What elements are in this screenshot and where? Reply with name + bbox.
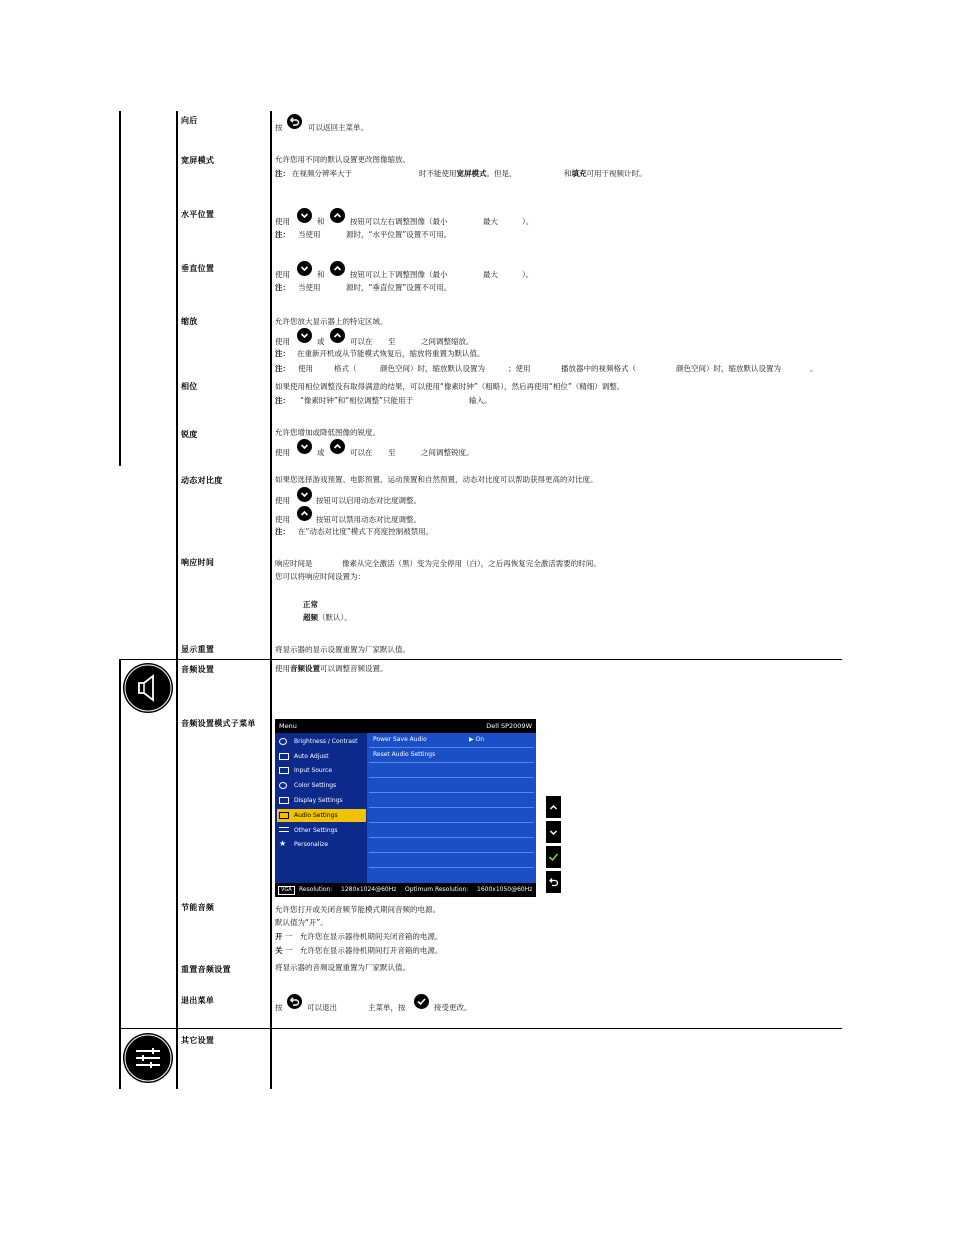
row-label-audio-submenu: 音频设置模式子菜单 <box>181 719 256 728</box>
wide-note-label: 注： <box>275 169 290 178</box>
return-icon <box>287 114 302 129</box>
table-border-left <box>119 111 121 466</box>
resp-line2: 您可以将响应时间设置为： <box>275 572 365 581</box>
down-arrow-icon <box>297 487 312 502</box>
hpos-line1-post: 按钮可以左右调整图像（最小 <box>350 217 448 226</box>
reset-text: 将显示器的显示设置重置为厂家默认值。 <box>275 645 410 654</box>
osd-menu-list <box>275 733 367 883</box>
osd-row-empty <box>369 793 534 808</box>
osd-row-empty <box>369 838 534 853</box>
row-label-response-time: 响应时间 <box>181 558 215 567</box>
osd-item-display-settings[interactable]: Display Settings <box>277 794 366 807</box>
osd-up-button[interactable] <box>546 796 561 818</box>
osd-down-button[interactable] <box>546 821 561 843</box>
row-label-wide-mode: 宽屏模式 <box>181 156 215 165</box>
osd-submenu <box>367 733 536 883</box>
osd-back-button[interactable] <box>546 871 561 893</box>
row-label-reset-audio: 重置音频设置 <box>181 965 231 974</box>
osd-model: Dell SP2009W <box>486 722 532 730</box>
psa-off: 关 一 允许您在显示器待机期间打开音箱的电源。 <box>275 946 443 955</box>
row-label-exit-menu: 退出菜单 <box>181 996 215 1005</box>
dcr-use2: 使用 <box>275 515 290 524</box>
osd-resolution-value: 1280x1024@60Hz <box>341 886 397 893</box>
osd-item-color-settings[interactable]: Color Settings <box>277 779 366 792</box>
osd-row-reset-audio[interactable]: Reset Audio Settings <box>369 748 534 763</box>
psa-line1: 允许您打开或关闭音频节能模式期间音频的电源。 <box>275 905 440 914</box>
zoom-note2-c: 颜色空间）时，缩放默认设置为 <box>380 364 485 373</box>
sharp-or: 或 <box>317 448 325 457</box>
row-label-display-reset: 显示重置 <box>181 645 215 654</box>
zoom-use: 使用 <box>275 337 290 346</box>
phase-note-a: “像素时钟”和“相位调整”只能用于 <box>300 396 414 405</box>
row-label-h-position: 水平位置 <box>181 210 215 219</box>
dcr-line1: 如果您选择游戏预置、电影预置、运动预置和自然预置，动态对比度可以帮助获得更高的对比度。 <box>275 475 598 484</box>
vpos-note-a: 当使用 <box>298 283 321 292</box>
zoom-note2-label: 注： <box>275 364 290 373</box>
hpos-note-b: 源时，“水平位置”设置不可用。 <box>346 230 452 239</box>
down-arrow-icon <box>297 328 312 343</box>
back-text-pre: 按 <box>275 123 283 132</box>
hpos-note-a: 当使用 <box>298 230 321 239</box>
psa-line2: 默认值为“开”。 <box>275 918 328 927</box>
wide-note-a: 在视频分辨率大于 <box>292 169 352 178</box>
zoom-between: 之间调整缩放。 <box>421 337 474 346</box>
zoom-can: 可以在 <box>350 337 373 346</box>
checkmark-icon <box>414 994 429 1009</box>
row-label-zoom: 缩放 <box>181 317 198 326</box>
hpos-close: ）。 <box>522 217 534 226</box>
column-divider-2 <box>270 111 272 1089</box>
up-arrow-icon <box>330 328 345 343</box>
zoom-note2-b: 格式（ <box>334 364 357 373</box>
dcr-use1: 使用 <box>275 496 290 505</box>
row-label-power-save-audio: 节能音频 <box>181 903 215 912</box>
display-icon <box>279 797 289 804</box>
sliders-icon <box>123 1033 173 1083</box>
sharp-can: 可以在 <box>350 448 373 457</box>
vpos-line1-post: 按钮可以上下调整图像（最小 <box>350 270 448 279</box>
sharp-use: 使用 <box>275 448 290 457</box>
wide-note-d: 和填充可用于视频计时。 <box>564 169 647 178</box>
down-arrow-icon <box>297 208 312 223</box>
osd-header <box>275 719 536 733</box>
row-label-back: 向后 <box>181 116 198 125</box>
input-icon <box>279 767 289 774</box>
row-label-sharpness: 锐度 <box>181 430 198 439</box>
osd-menu-screenshot <box>275 719 536 897</box>
osd-optimum-label: Optimum Resolution: <box>405 886 469 893</box>
resp-opt2: 超频（默认）。 <box>303 613 352 622</box>
zoom-note2-f: 颜色空间）时，缩放默认设置为 <box>676 364 781 373</box>
back-text-post: 可以返回主菜单。 <box>308 123 368 132</box>
up-arrow-icon <box>330 439 345 454</box>
exit-text-pre: 按 <box>275 1003 283 1012</box>
section-divider-audio <box>119 659 842 660</box>
row-label-dynamic-contrast: 动态对比度 <box>181 476 223 485</box>
vpos-close: ）。 <box>522 270 534 279</box>
osd-resolution-label: Resolution: <box>299 886 333 893</box>
vpos-note-label: 注： <box>275 283 290 292</box>
dcr-note-label: 注： <box>275 527 290 536</box>
osd-item-brightness[interactable]: Brightness / Contrast <box>277 735 366 748</box>
zoom-note1: 在重新开机或从节能模式恢复后，缩放将重置为默认值。 <box>297 349 485 358</box>
down-arrow-icon <box>297 439 312 454</box>
osd-row-empty <box>369 853 534 868</box>
wide-note-b: 时不能使用宽屏模式。但是， <box>419 169 517 178</box>
zoom-note2-e: 播放器中的视频格式（ <box>561 364 636 373</box>
osd-item-audio-settings[interactable]: Audio Settings <box>277 809 366 822</box>
osd-optimum-value: 1600x1050@60Hz <box>477 886 533 893</box>
osd-row-empty <box>369 823 534 838</box>
osd-value-on: ▶ On <box>469 736 485 743</box>
column-divider-1 <box>176 111 178 1089</box>
zoom-note2-g: 。 <box>810 364 818 373</box>
hpos-use: 使用 <box>275 217 290 226</box>
osd-item-personalize[interactable]: ★ Personalize <box>279 839 329 848</box>
reset-audio-text: 将显示器的音频设置重置为厂家默认值。 <box>275 963 410 972</box>
osd-vga-badge: VGA <box>278 886 295 895</box>
speaker-icon <box>279 812 289 819</box>
row-label-phase: 相位 <box>181 382 198 391</box>
osd-footer <box>275 883 536 897</box>
table-border-left-lower <box>119 660 121 1089</box>
star-icon: ★ <box>279 839 287 848</box>
osd-title: Menu <box>279 722 297 730</box>
down-arrow-icon <box>297 261 312 276</box>
zoom-to: 至 <box>388 337 396 346</box>
sharp-between: 之间调整锐度。 <box>421 448 474 457</box>
exit-text-mid: 可以退出 <box>307 1003 337 1012</box>
osd-check-button[interactable] <box>546 846 561 868</box>
zoom-line1: 允许您放大显示器上的特定区域。 <box>275 317 388 326</box>
phase-note-label: 注： <box>275 396 290 405</box>
hpos-max: 最大 <box>483 217 498 226</box>
osd-row-empty <box>369 808 534 823</box>
return-icon <box>287 994 302 1009</box>
psa-on: 开 一 允许您在显示器待机期间关闭音箱的电源。 <box>275 932 443 941</box>
osd-row-empty <box>369 778 534 793</box>
exit-text-mid2: 主菜单，按 <box>368 1003 406 1012</box>
zoom-note2-d: ；使用 <box>508 364 531 373</box>
sliders-icon <box>279 827 289 832</box>
dcr-line2: 按钮可以启用动态对比度调整。 <box>316 496 421 505</box>
resp-opt1: 正常 <box>303 600 318 609</box>
osd-row-empty <box>369 763 534 778</box>
vpos-max: 最大 <box>483 270 498 279</box>
row-label-audio: 音频设置 <box>181 665 215 674</box>
resp-line1-b: 像素从完全激活（黑）变为完全停用（白），之后再恢复完全激活需要的时间。 <box>342 559 601 568</box>
dcr-line3: 按钮可以禁用动态对比度调整。 <box>316 515 421 524</box>
wide-line1: 允许您用不同的默认设置更改图像缩放。 <box>275 155 410 164</box>
sun-icon <box>279 738 287 745</box>
osd-item-input-source[interactable]: Input Source <box>277 764 366 777</box>
audio-text: 使用音频设置可以调整音频设置。 <box>275 664 388 673</box>
exit-text-post: 接受更改。 <box>434 1003 472 1012</box>
speaker-icon <box>123 663 173 713</box>
zoom-or: 或 <box>317 337 325 346</box>
color-icon <box>279 782 287 789</box>
vpos-and: 和 <box>317 270 325 279</box>
vpos-use: 使用 <box>275 270 290 279</box>
resp-line1-a: 响应时间是 <box>275 559 313 568</box>
dcr-note: 在“动态对比度”模式下亮度控制被禁用。 <box>298 527 434 536</box>
sharp-line1: 允许您增加或降低图像的锐度。 <box>275 428 380 437</box>
zoom-note1-label: 注： <box>275 349 290 358</box>
row-label-other-settings: 其它设置 <box>181 1036 215 1045</box>
osd-row-power-save-audio[interactable]: Power Save Audio ▶ On <box>369 733 534 748</box>
phase-note-b: 输入。 <box>469 396 492 405</box>
up-arrow-icon <box>330 208 345 223</box>
phase-line1: 如果使用相位调整没有取得满意的结果，可以使用“像素时钟”（粗略），然后再使用“相位”（精细）调整。 <box>275 382 625 391</box>
up-arrow-icon <box>330 261 345 276</box>
row-label-v-position: 垂直位置 <box>181 264 215 273</box>
osd-item-auto-adjust[interactable]: Auto Adjust <box>277 750 366 763</box>
hpos-note-label: 注： <box>275 230 290 239</box>
section-divider-other <box>119 1028 842 1029</box>
hpos-and: 和 <box>317 217 325 226</box>
osd-item-other-settings[interactable]: Other Settings <box>277 824 366 837</box>
sharp-to: 至 <box>388 448 396 457</box>
vpos-note-b: 源时，“垂直位置”设置不可用。 <box>346 283 452 292</box>
zoom-note2-a: 使用 <box>298 364 313 373</box>
up-arrow-icon <box>297 506 312 521</box>
auto-adjust-icon <box>279 753 289 760</box>
